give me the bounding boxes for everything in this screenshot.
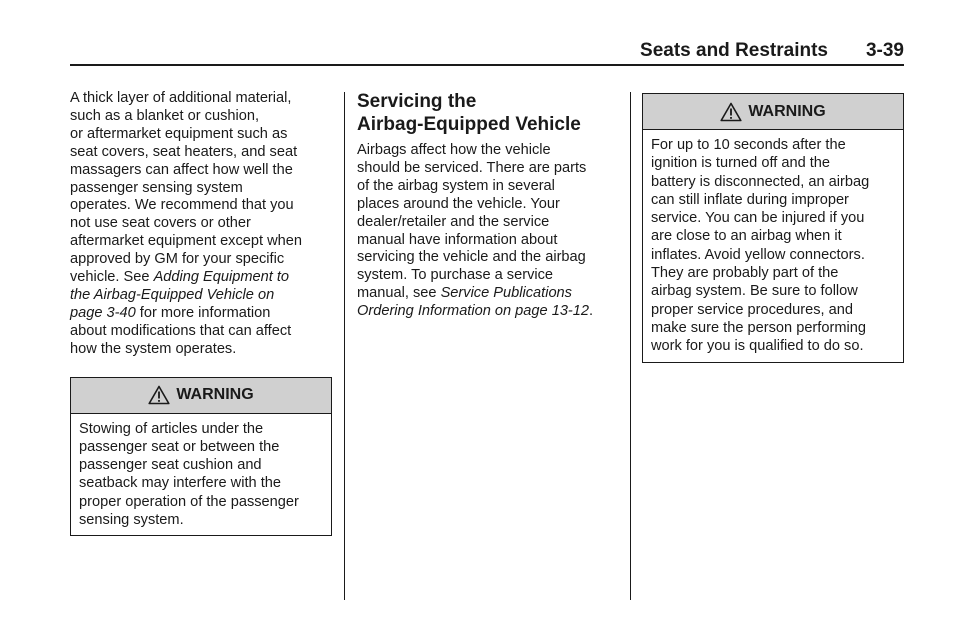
text-line: how the system operates. (70, 340, 237, 357)
cross-reference-link[interactable]: Ordering Information on page 13-12 (357, 303, 590, 320)
text-line: or aftermarket equipment such as (70, 125, 288, 142)
text-run: for more information (135, 304, 271, 321)
cross-reference-link[interactable]: page 3-40 (70, 304, 136, 321)
text-line (70, 269, 332, 287)
text-line: seatback may interfere with the (79, 475, 281, 492)
text-line: should be serviced. There are parts (357, 159, 587, 176)
text-line: passenger seat or between the (79, 438, 280, 455)
column-divider (344, 92, 345, 600)
text-line: not use seat covers or other (70, 215, 251, 232)
text-line: manual have information about (357, 231, 558, 248)
warning-label: WARNING (748, 102, 826, 120)
text-line: They are probably part of the (651, 265, 839, 282)
text-line: service. You can be injured if you (651, 210, 865, 227)
text-line: about modifications that can affect (70, 322, 292, 339)
text-line: A thick layer of additional material, (70, 90, 292, 106)
warning-box (642, 93, 904, 363)
text-line: seat covers, seat heaters, and seat (70, 143, 298, 160)
text-line (357, 285, 621, 303)
servicing-paragraph (357, 142, 621, 321)
heading-line: Airbag-Equipped Vehicle (357, 114, 581, 135)
text-line: approved by GM for your specific (70, 251, 285, 268)
text-run: vehicle. See (70, 269, 154, 286)
cross-reference-link[interactable]: Adding Equipment to (153, 269, 290, 286)
airbag-material-paragraph (70, 90, 332, 359)
text-line: of the airbag system in several (357, 177, 555, 194)
text-line: can still inflate during improper (651, 191, 849, 208)
text-line (357, 303, 621, 321)
text-line: are close to an airbag when it (651, 228, 842, 245)
column-1 (70, 90, 332, 536)
text-line: system. To purchase a service (357, 267, 554, 284)
page-header (70, 38, 904, 66)
text-line: inflates. Avoid yellow connectors. (651, 246, 865, 263)
text-line: massagers can affect how well the (70, 161, 293, 178)
text-line: operates. We recommend that you (70, 197, 294, 214)
warning-header (643, 94, 903, 130)
warning-box (70, 377, 332, 537)
text-line: battery is disconnected, an airbag (651, 173, 870, 190)
text-line: passenger sensing system (70, 179, 243, 196)
text-line (70, 305, 332, 323)
text-line: Stowing of articles under the (79, 420, 264, 437)
text-line: dealer/retailer and the service (357, 213, 550, 230)
text-line: servicing the vehicle and the airbag (357, 249, 586, 266)
column-2 (357, 90, 621, 321)
column-3 (642, 93, 904, 363)
cross-reference-link[interactable]: Service Publications (440, 285, 572, 302)
text-line: aftermarket equipment except when (70, 233, 303, 250)
text-line: such as a blanket or cushion, (70, 107, 260, 124)
cross-reference-link[interactable]: the Airbag-Equipped Vehicle on (70, 286, 275, 303)
text-line: proper service procedures, and (651, 301, 853, 318)
text-line: work for you is qualified to do so. (651, 338, 864, 355)
text-line: places around the vehicle. Your (357, 195, 560, 212)
section-heading (357, 90, 621, 136)
text-line: passenger seat cushion and (79, 457, 262, 474)
text-line: airbag system. Be sure to follow (651, 283, 858, 300)
text-run: manual, see (357, 285, 441, 302)
text-line: ignition is turned off and the (651, 155, 831, 172)
text-line: proper operation of the passenger (79, 493, 299, 510)
warning-header (71, 378, 331, 414)
text-run: . (589, 303, 594, 320)
page-number: 3-39 (865, 40, 904, 61)
warning-text (71, 414, 331, 536)
text-line: For up to 10 seconds after the (651, 137, 846, 153)
text-line: Airbags affect how the vehicle (357, 142, 551, 158)
warning-label: WARNING (176, 386, 254, 404)
column-divider (630, 92, 631, 600)
text-line: sensing system. (79, 512, 184, 529)
section-title: Seats and Restraints (640, 40, 828, 61)
heading-line: Servicing the (357, 91, 477, 112)
warning-triangle-icon (720, 102, 742, 122)
text-line: make sure the person performing (651, 319, 866, 336)
warning-triangle-icon (148, 385, 170, 405)
warning-text (643, 130, 903, 362)
